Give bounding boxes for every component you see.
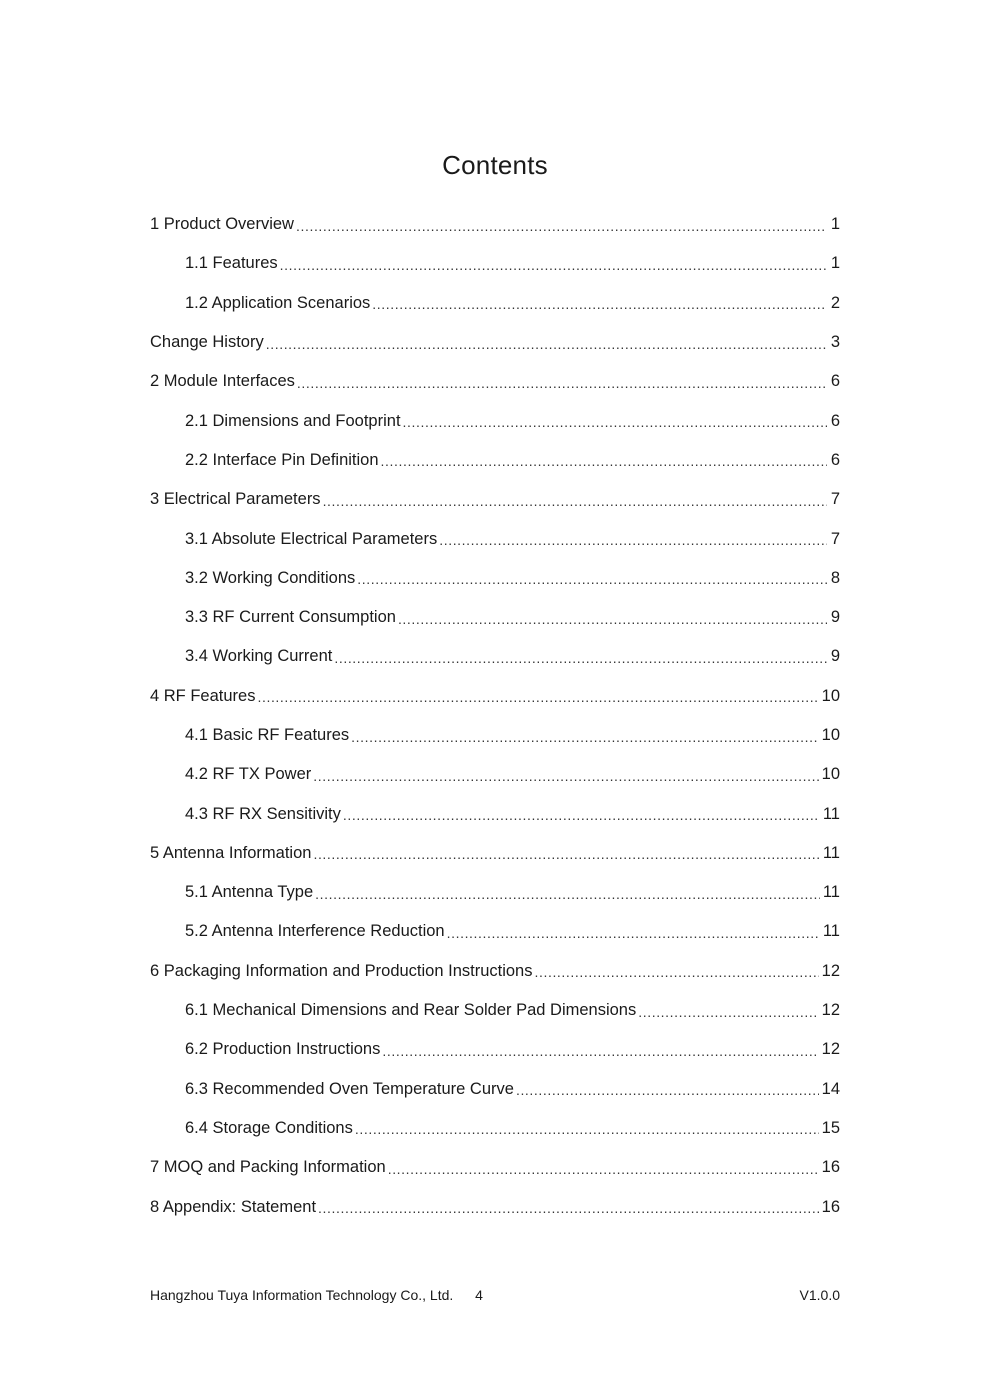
toc-entry-label: 3.4 Working Current (185, 647, 333, 666)
toc-entry[interactable] (150, 362, 840, 401)
toc-dot-leader (447, 925, 820, 941)
toc-entry-page: 2 (830, 293, 840, 312)
toc-entry-page: 11 (822, 922, 840, 941)
toc-entry-page: 11 (822, 804, 840, 823)
toc-entry-label: 6.4 Storage Conditions (185, 1118, 353, 1137)
toc-dot-leader (343, 807, 820, 823)
toc-dot-leader (351, 729, 818, 745)
toc-dot-leader (439, 532, 827, 548)
toc-entry-label: 4.1 Basic RF Features (185, 726, 350, 744)
toc-dot-leader (381, 453, 827, 469)
toc-entry-page: 16 (821, 1197, 840, 1216)
footer-page-number: 4 (475, 1287, 483, 1303)
toc-entry[interactable] (150, 755, 840, 794)
toc-entry[interactable] (150, 912, 840, 951)
toc-entry[interactable] (150, 1070, 840, 1109)
toc-entry-page: 7 (830, 490, 840, 509)
footer-company: Hangzhou Tuya Information Technology Co., Ltd. (150, 1287, 454, 1303)
toc-entry[interactable] (150, 991, 840, 1030)
toc-entry-page: 12 (821, 961, 840, 980)
toc-entry-page: 7 (830, 529, 840, 548)
toc-entry[interactable] (150, 519, 840, 558)
toc-entry-page: 6 (830, 411, 840, 430)
toc-dot-leader (313, 768, 818, 784)
toc-entry-page: 14 (821, 1079, 840, 1098)
toc-dot-leader (382, 1043, 818, 1059)
toc-entry-page: 10 (821, 726, 840, 744)
page-title: Contents (442, 150, 548, 180)
toc-entry-label: 1.1 Features (185, 254, 278, 273)
toc-dot-leader (355, 1121, 819, 1137)
page-footer (150, 1287, 840, 1303)
toc-dot-leader (403, 414, 827, 430)
toc-dot-leader (388, 1161, 819, 1177)
toc-entry-label: 2.1 Dimensions and Footprint (185, 411, 401, 430)
toc-entry-page: 11 (822, 883, 840, 902)
toc-entry[interactable] (150, 559, 840, 598)
footer-version: V1.0.0 (799, 1287, 840, 1303)
toc-entry-page: 1 (830, 215, 840, 234)
toc-entry[interactable] (150, 284, 840, 323)
toc-dot-leader (638, 1004, 818, 1020)
toc-dot-leader (315, 886, 820, 902)
toc-entry-page: 10 (821, 686, 840, 705)
toc-entry[interactable] (150, 873, 840, 912)
toc-entry-page: 6 (830, 372, 840, 391)
toc-entry-label: 3.1 Absolute Electrical Parameters (185, 529, 438, 548)
toc-entry-label: 6 Packaging Information and Production Instructions (150, 961, 533, 980)
toc-entry[interactable] (150, 401, 840, 440)
toc-entry-page: 15 (821, 1118, 840, 1137)
toc-entry-label: 1.2 Application Scenarios (185, 293, 371, 312)
toc-entry[interactable] (150, 480, 840, 519)
toc-entry-label: 3.3 RF Current Consumption (185, 608, 396, 627)
toc-entry-label: 4.3 RF RX Sensitivity (185, 804, 341, 823)
toc-entry-label: 4.2 RF TX Power (185, 765, 312, 784)
toc-entry-page: 9 (830, 647, 840, 666)
toc-entry-page: 1 (830, 254, 840, 273)
toc-entry-label: 2 Module Interfaces (150, 372, 295, 391)
toc-entry-page: 8 (830, 568, 840, 587)
toc-entry-label: 6.3 Recommended Oven Temperature Curve (185, 1079, 514, 1098)
toc-entry[interactable] (150, 244, 840, 283)
toc-entry[interactable] (150, 834, 840, 873)
toc-dot-leader (318, 1200, 819, 1216)
toc-entry-label: 3.2 Working Conditions (185, 568, 356, 587)
toc-entry-label: 6.1 Mechanical Dimensions and Rear Solder Pad Dimensions (185, 1001, 637, 1020)
toc-dot-leader (297, 375, 827, 391)
toc-entry[interactable] (150, 323, 840, 362)
toc-dot-leader (296, 218, 827, 234)
toc-entry-page: 12 (821, 1040, 840, 1059)
toc-entry[interactable] (150, 598, 840, 637)
toc-entry-page: 3 (830, 333, 840, 352)
toc-dot-leader (357, 571, 827, 587)
toc-entry-label: 5.1 Antenna Type (185, 883, 314, 902)
toc-entry[interactable] (150, 794, 840, 833)
toc-entry-page: 6 (830, 450, 840, 469)
toc-entry[interactable] (150, 1109, 840, 1148)
toc-entry[interactable] (150, 716, 840, 755)
toc-dot-leader (334, 650, 827, 666)
toc-dot-leader (323, 493, 827, 509)
toc-entry[interactable] (150, 441, 840, 480)
toc-entry[interactable] (150, 1148, 840, 1187)
table-of-contents (150, 205, 840, 1227)
toc-dot-leader (516, 1082, 819, 1098)
toc-dot-leader (313, 846, 819, 862)
toc-entry-label: 3 Electrical Parameters (150, 490, 321, 509)
toc-entry-label: 8 Appendix: Statement (150, 1197, 317, 1216)
toc-entry-label: 5.2 Antenna Interference Reduction (185, 922, 445, 941)
toc-entry-page: 16 (821, 1158, 840, 1177)
toc-entry[interactable] (150, 952, 840, 991)
toc-entry-page: 11 (822, 843, 840, 862)
toc-dot-leader (257, 689, 818, 705)
toc-dot-leader (372, 296, 827, 312)
toc-entry[interactable] (150, 205, 840, 244)
toc-entry[interactable] (150, 1187, 840, 1226)
toc-entry-page: 10 (821, 765, 840, 784)
toc-entry-label: 7 MOQ and Packing Information (150, 1158, 386, 1177)
toc-entry-label: 4 RF Features (150, 686, 256, 705)
toc-entry-label: 1 Product Overview (150, 215, 294, 234)
toc-entry-page: 9 (830, 608, 840, 627)
toc-entry[interactable] (150, 637, 840, 676)
toc-dot-leader (398, 611, 827, 627)
toc-entry[interactable] (150, 677, 840, 716)
toc-dot-leader (280, 257, 827, 273)
toc-entry-label: 5 Antenna Information (150, 843, 312, 862)
toc-entry-page: 12 (821, 1001, 840, 1020)
toc-dot-leader (534, 964, 818, 980)
toc-dot-leader (266, 336, 827, 352)
toc-entry[interactable] (150, 1030, 840, 1069)
toc-entry-label: 2.2 Interface Pin Definition (185, 450, 379, 469)
toc-entry-label: 6.2 Production Instructions (185, 1040, 381, 1059)
footer-left (150, 1287, 483, 1303)
toc-entry-label: Change History (150, 333, 264, 352)
